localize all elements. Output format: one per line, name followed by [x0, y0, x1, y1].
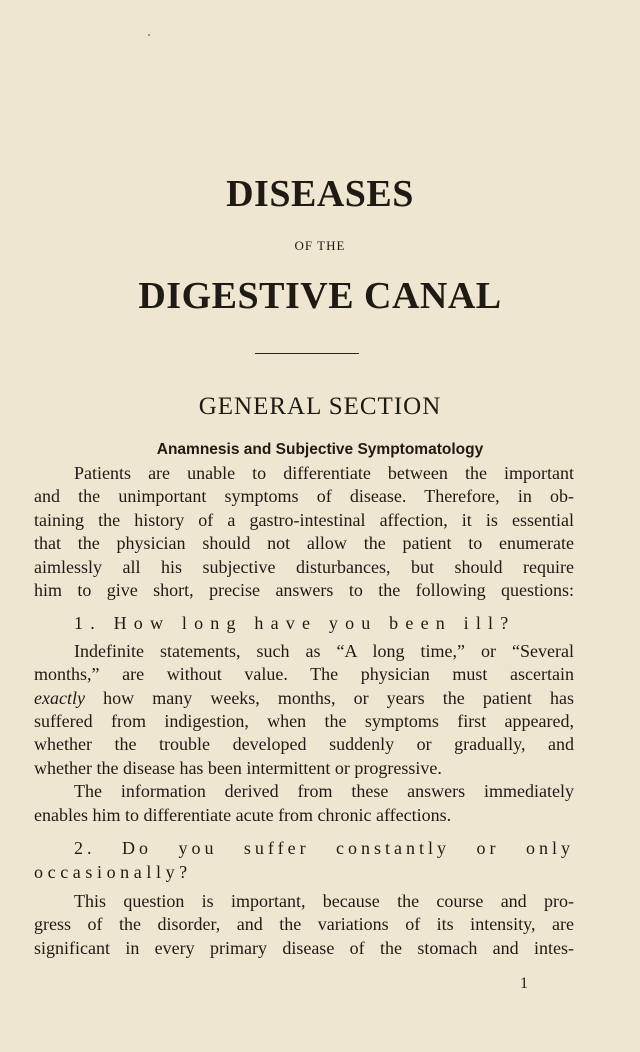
- text-line: whether the trouble developed suddenly or gradually, and: [34, 734, 574, 755]
- paragraph-duration: [34, 640, 574, 780]
- text-fragment: how many weeks, months, or years the patient has: [84, 687, 574, 708]
- text-line: taining the history of a gastro-intestinal affection, it is essential: [34, 509, 574, 530]
- section-title: GENERAL SECTION: [198, 393, 442, 420]
- text-line: enables him to differentiate acute from chronic affections.: [34, 804, 452, 825]
- text-line: The information derived from these answers immediately: [74, 781, 574, 802]
- text-line: This question is important, because the course and pro-: [74, 890, 574, 911]
- emphasis-exactly: exactly: [34, 687, 85, 708]
- title-divider: [255, 353, 359, 354]
- text-line: whether the disease has been intermittent or progressive.: [34, 757, 442, 778]
- text-line: that the physician should not allow the patient to enumerate: [34, 533, 574, 554]
- text-line: gress of the disorder, and the variations of its intensity, are: [34, 914, 574, 935]
- title-of-the: OF THE: [294, 238, 346, 253]
- text-line: and the unimportant symptoms of disease. Therefore, in ob-: [34, 486, 574, 507]
- paper-speck: [148, 34, 150, 36]
- text-line: suffered from indigestion, when the symptoms first appeared,: [34, 711, 574, 732]
- text-line: aimlessly all his subjective disturbances, but should require: [34, 556, 574, 577]
- text-line: Patients are unable to differentiate between the important: [74, 463, 574, 483]
- text-line: Indefinite statements, such as “A long time,” or “Several: [74, 640, 574, 661]
- text-line: months,” are without value. The physician must ascertain: [34, 664, 574, 685]
- page-number: 1: [520, 975, 528, 992]
- paragraph-course: [34, 890, 574, 960]
- body-text: [34, 458, 574, 960]
- title-diseases: DISEASES: [226, 173, 414, 215]
- section-subheading: Anamnesis and Subjective Symptomatology: [156, 441, 484, 458]
- paragraph-information: [34, 780, 574, 827]
- text-line: significant in every primary disease of the stomach and intes-: [34, 937, 574, 958]
- question-1: 1. How long have you been ill?: [74, 613, 516, 634]
- title-digestive-canal: DIGESTIVE CANAL: [138, 275, 502, 317]
- question-2-line-1: 2. Do you suffer constantly or only: [74, 838, 574, 859]
- text-line: him to give short, precise answers to the following questions:: [34, 580, 574, 601]
- paragraph-intro: [34, 462, 574, 602]
- question-2-line-2: occasionally?: [34, 861, 192, 882]
- text-line-emphasis: [34, 687, 574, 710]
